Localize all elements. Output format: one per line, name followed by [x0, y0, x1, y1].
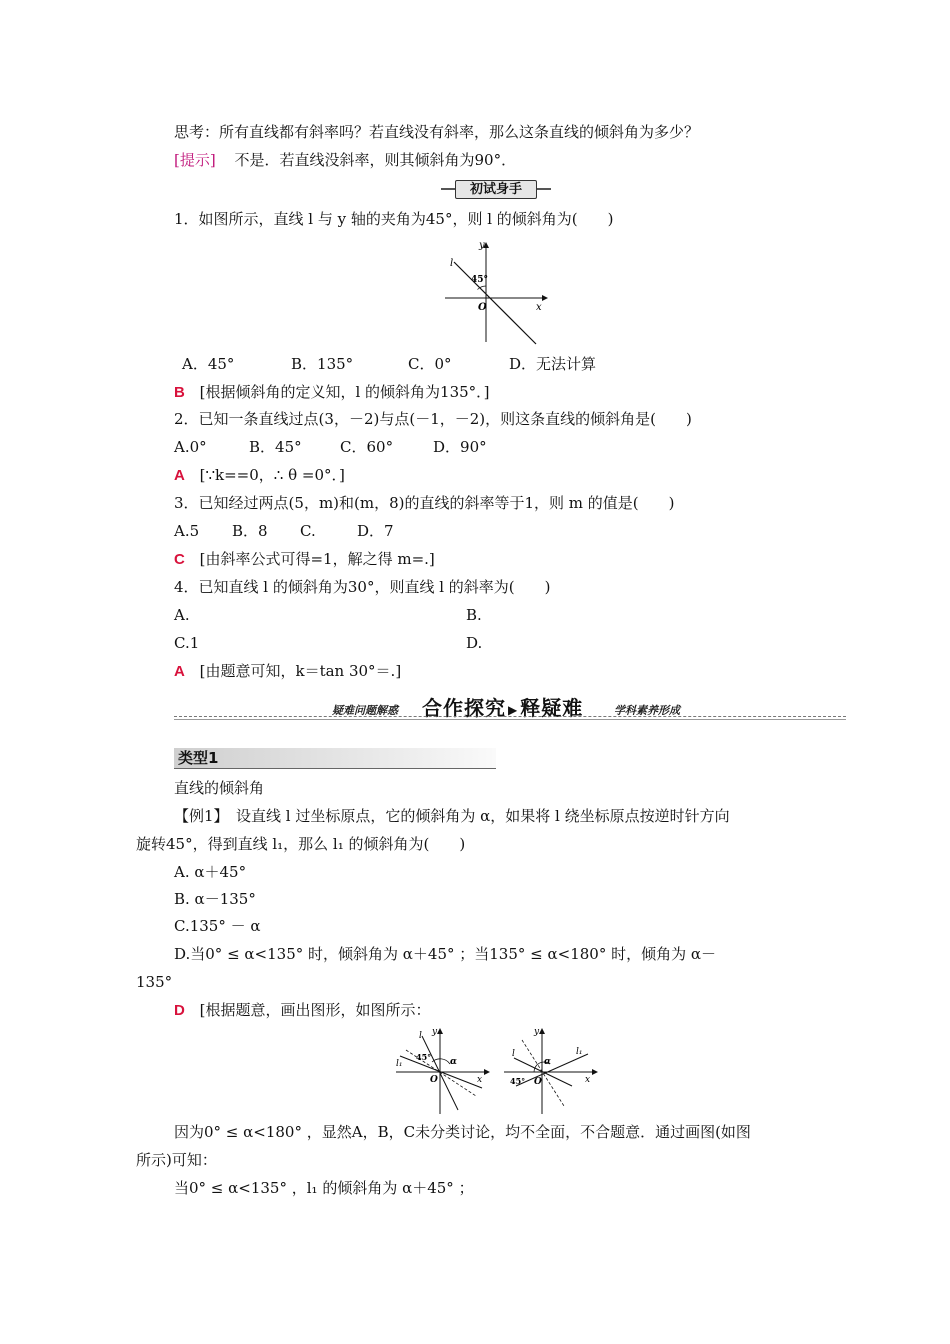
q3-answer-letter: C — [174, 551, 185, 568]
think-question: 思考：所有直线都有斜率吗？若直线没有斜率，那么这条直线的倾斜角为多少？ — [174, 123, 700, 141]
q1-stem: 1．如图所示，直线 l 与 y 轴的夹角为45°，则 l 的倾斜角为( ) — [174, 210, 614, 228]
q4-option-c: C.1 — [174, 634, 200, 652]
q1-fig-x: x — [536, 302, 542, 313]
q1-answer-letter: B — [174, 384, 185, 401]
section-left-caption: 疑难问题解惑 — [332, 704, 398, 717]
q2-answer — [174, 465, 345, 486]
example-right-y: y — [534, 1027, 540, 1037]
section-divider-2 — [174, 719, 846, 720]
example-right-x: x — [585, 1075, 591, 1085]
q1-fig-l: l — [450, 258, 454, 269]
q4-stem: 4．已知直线 l 的倾斜角为30°，则直线 l 的斜率为( ) — [174, 578, 551, 596]
q3-option-d: D．7 — [357, 522, 394, 540]
example-option-d: D.当0° ≤ α<135° 时，倾斜角为 α＋45° ；当135° ≤ α<180° 时，倾角为 α－ — [174, 945, 716, 963]
hint-line — [174, 150, 516, 170]
example-right-alpha: α — [544, 1057, 551, 1067]
section-header — [174, 692, 846, 722]
example-right-o: O — [534, 1077, 542, 1087]
q1-fig-o: O — [478, 302, 487, 313]
q4-answer-text: [由题意可知，k＝tan 30°＝.] — [199, 662, 402, 680]
example-left-y: y — [432, 1027, 438, 1037]
q1-answer-text: [根据倾斜角的定义知，l 的倾斜角为135°．] — [199, 383, 490, 401]
q3-option-a: A.5 — [174, 522, 200, 540]
example-answer-letter: D — [174, 1002, 185, 1019]
example-option-d-cont: 135° — [136, 973, 173, 991]
q3-answer — [174, 549, 435, 570]
q4-option-b: B. — [466, 606, 482, 624]
q3-answer-text: [由斜率公式可得=1，解之得 m=.] — [199, 550, 435, 568]
example-left-l1: l₁ — [396, 1059, 403, 1069]
q4-option-a: A. — [174, 606, 190, 624]
example-line2: 旋转45°，得到直线 l₁，那么 l₁ 的倾斜角为( ) — [136, 835, 466, 853]
chevron-icon: ▶ — [508, 702, 519, 717]
q4-answer-letter: A — [174, 663, 185, 680]
q2-answer-text: [∵k==0，∴ θ =0°．] — [199, 466, 345, 484]
q1-fig-angle: 45° — [471, 275, 489, 285]
hint-text: 不是．若直线没斜率，则其倾斜角为90°． — [234, 151, 517, 169]
q1-answer — [174, 382, 490, 403]
example-right-l1: l₁ — [576, 1047, 583, 1057]
example-left-l: l — [419, 1031, 422, 1041]
q1-option-c: C．0° — [408, 355, 452, 373]
practice-banner — [441, 180, 553, 198]
q1-option-a: A．45° — [182, 355, 235, 373]
q1-option-b: B．135° — [291, 355, 354, 373]
example-left-o: O — [430, 1075, 438, 1085]
example-option-a: A. α＋45° — [174, 863, 247, 881]
section-title-part2: 释疑难 — [520, 696, 584, 720]
q2-option-d: D．90° — [433, 438, 487, 456]
type-tab-label: 类型1 — [178, 749, 219, 767]
q1-fig-y: y — [479, 240, 485, 251]
q2-answer-letter: A — [174, 467, 185, 484]
q2-option-c: C．60° — [340, 438, 394, 456]
q3-option-b: B．8 — [232, 522, 268, 540]
q4-option-d: D. — [466, 634, 483, 652]
q3-option-c: C. — [300, 522, 316, 540]
section-right-caption: 学科素养形成 — [614, 704, 680, 717]
example-answer-text: [根据题意，画出图形，如图所示： — [199, 1001, 431, 1019]
section-divider — [174, 716, 846, 717]
example-answer — [174, 1000, 430, 1021]
example-right-angle: 45° — [510, 1076, 526, 1086]
example-after3: 当0° ≤ α<135° ，l₁ 的倾斜角为 α＋45° ； — [174, 1179, 474, 1197]
q3-stem: 3．已知经过两点(5，m)和(m，8)的直线的斜率等于1，则 m 的值是( ) — [174, 494, 675, 512]
example-left-x: x — [477, 1075, 483, 1085]
example-right-l: l — [512, 1049, 515, 1059]
type-title: 直线的倾斜角 — [174, 779, 265, 797]
hint-tag: [提示] — [174, 151, 216, 169]
practice-banner-label: 初试身手 — [455, 180, 537, 199]
example-left-angle: 45° — [416, 1052, 432, 1062]
example-option-c: C.135° － α — [174, 917, 261, 935]
example-option-b: B. α－135° — [174, 890, 256, 908]
example-line1: 【例1】 设直线 l 过坐标原点，它的倾斜角为 α，如果将 l 绕坐标原点按逆时针方向 — [174, 807, 730, 825]
example-left-alpha: α — [450, 1057, 457, 1067]
q4-answer — [174, 661, 401, 682]
type-tab-bg — [174, 748, 496, 769]
section-title-part1: 合作探究 — [422, 696, 506, 720]
type-tab — [174, 748, 496, 768]
example-after2: 所示)可知： — [136, 1151, 217, 1169]
example-after1: 因为0° ≤ α<180° ，显然A，B，C未分类讨论，均不全面，不合题意．通过画图(如图 — [174, 1123, 751, 1141]
q1-option-d: D．无法计算 — [509, 355, 597, 373]
q1-figure — [440, 238, 550, 348]
example-figure-right — [500, 1026, 600, 1116]
q2-stem: 2．已知一条直线过点(3，－2)与点(－1，－2)，则这条直线的倾斜角是( ) — [174, 410, 692, 428]
q2-option-b: B．45° — [249, 438, 302, 456]
example-figure-left — [392, 1026, 492, 1116]
q2-option-a: A.0° — [174, 438, 207, 456]
